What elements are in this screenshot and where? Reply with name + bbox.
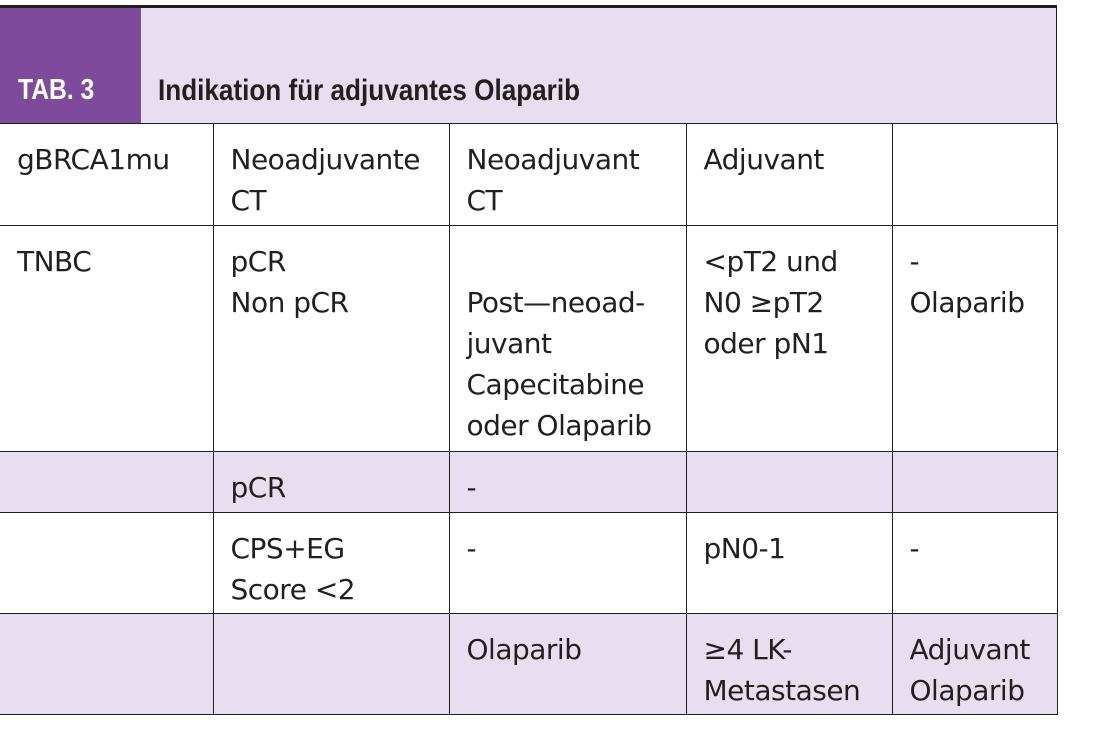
cell-text: N0 ≥pT2 bbox=[703, 286, 824, 319]
cell-text: Capecitabine bbox=[466, 368, 645, 401]
cell-text: Olaparib bbox=[909, 674, 1025, 707]
table-cell bbox=[213, 226, 449, 452]
table-cell bbox=[892, 513, 1057, 614]
cell-text: Post—neoad- bbox=[466, 286, 645, 319]
cell-text: TNBC bbox=[17, 245, 92, 278]
table-cell bbox=[0, 124, 213, 226]
cell-text: pCR bbox=[230, 245, 286, 278]
cell-text: - bbox=[909, 245, 920, 278]
table-cell bbox=[449, 124, 686, 226]
table-cell bbox=[449, 614, 686, 715]
table-row bbox=[0, 124, 1057, 226]
cell-text: Neoadjuvant bbox=[466, 143, 640, 176]
table-cell bbox=[892, 124, 1057, 226]
cell-text: Metastasen bbox=[703, 674, 861, 707]
cell-text: ≥4 LK- bbox=[703, 633, 792, 666]
cell-text: oder pN1 bbox=[703, 327, 829, 360]
cell-text: Score <2 bbox=[230, 573, 356, 606]
table-cell bbox=[686, 124, 892, 226]
cell-text: <pT2 und bbox=[703, 245, 838, 278]
cell-text: oder Olaparib bbox=[466, 409, 652, 442]
table-title: Indikation für adjuvantes Olaparib bbox=[158, 74, 581, 107]
table-header bbox=[0, 5, 1057, 123]
cell-text: juvant bbox=[466, 327, 552, 360]
cell-text: pN0-1 bbox=[703, 532, 786, 565]
cell-text: Neoadjuvante bbox=[230, 143, 420, 176]
table-tag-label: TAB. 3 bbox=[18, 74, 95, 106]
cell-text: Adjuvant bbox=[909, 633, 1030, 666]
table-cell bbox=[449, 452, 686, 513]
table-cell bbox=[213, 513, 449, 614]
cell-text: Adjuvant bbox=[703, 143, 824, 176]
table-cell bbox=[213, 452, 449, 513]
table-cell bbox=[449, 226, 686, 452]
table-cell bbox=[686, 513, 892, 614]
cell-text: - bbox=[466, 532, 477, 565]
cell-text: Non pCR bbox=[230, 286, 349, 319]
table-cell bbox=[686, 614, 892, 715]
table-cell bbox=[0, 452, 213, 513]
table-cell bbox=[0, 226, 213, 452]
cell-text: - bbox=[466, 471, 477, 504]
table-row bbox=[0, 614, 1057, 715]
table-row bbox=[0, 226, 1057, 452]
cell-text: gBRCA1mu bbox=[17, 143, 170, 176]
table-tag bbox=[0, 8, 141, 123]
table-cell bbox=[449, 513, 686, 614]
cell-text: Olaparib bbox=[466, 633, 582, 666]
table-frame bbox=[0, 5, 1057, 715]
cell-text: CT bbox=[230, 184, 267, 217]
cell-text: CPS+EG bbox=[230, 532, 345, 565]
table-cell bbox=[0, 614, 213, 715]
table-cell bbox=[213, 124, 449, 226]
cell-text: - bbox=[909, 532, 920, 565]
olaparib-indication-table bbox=[0, 123, 1058, 715]
table-cell bbox=[892, 226, 1057, 452]
table-cell bbox=[213, 614, 449, 715]
table-cell bbox=[892, 614, 1057, 715]
table-cell bbox=[686, 452, 892, 513]
cell-text: CT bbox=[466, 184, 503, 217]
table-row bbox=[0, 452, 1057, 513]
table-cell bbox=[686, 226, 892, 452]
cell-text: pCR bbox=[230, 471, 286, 504]
table-row bbox=[0, 513, 1057, 614]
cell-text: Olaparib bbox=[909, 286, 1025, 319]
table-cell bbox=[892, 452, 1057, 513]
table-cell bbox=[0, 513, 213, 614]
